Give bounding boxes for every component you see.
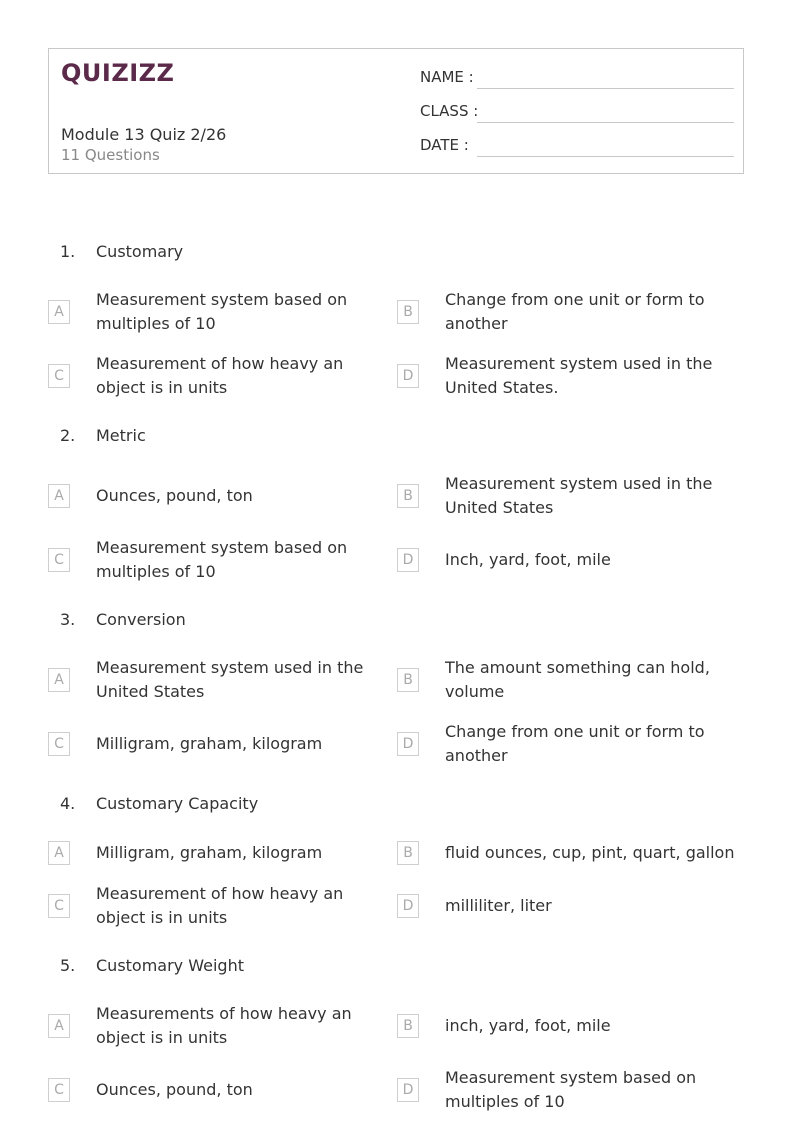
question-text: Customary Capacity xyxy=(96,794,259,813)
name-label: NAME : xyxy=(420,68,474,86)
option-letter-box[interactable]: B xyxy=(397,841,419,865)
quiz-title: Module 13 Quiz 2/26 xyxy=(61,125,227,144)
question-text: Customary Weight xyxy=(96,956,244,975)
option-text: Measurement system used in the United States. xyxy=(445,354,713,397)
question-text: Conversion xyxy=(96,610,186,629)
worksheet-header xyxy=(48,48,744,174)
option-letter-box[interactable]: C xyxy=(48,732,70,756)
question-count: 11 Questions xyxy=(61,146,160,164)
quizizz-logo: QUIZIZZ xyxy=(61,59,175,87)
option-text: Change from one unit or form to another xyxy=(445,290,705,333)
option-letter-box[interactable]: B xyxy=(397,300,419,324)
option-letter-box[interactable]: A xyxy=(48,300,70,324)
option-text: The amount something can hold, volume xyxy=(445,658,710,701)
option-letter-box[interactable]: A xyxy=(48,484,70,508)
date-line xyxy=(477,156,734,157)
option-letter-box[interactable]: A xyxy=(48,1014,70,1038)
class-line xyxy=(477,122,734,123)
option-letter-box[interactable]: D xyxy=(397,894,419,918)
option-text: Measurement system used in the United States xyxy=(96,658,364,701)
option-text: Ounces, pound, ton xyxy=(96,1080,253,1099)
option-text: milliliter, liter xyxy=(445,896,552,915)
option-letter-box[interactable]: D xyxy=(397,732,419,756)
option-letter-box[interactable]: D xyxy=(397,1078,419,1102)
question-number: 5. xyxy=(60,956,76,975)
name-field[interactable] xyxy=(420,68,734,92)
option-text: Measurement of how heavy an object is in units xyxy=(96,354,344,397)
option-letter-box[interactable]: A xyxy=(48,841,70,865)
option-text: Inch, yard, foot, mile xyxy=(445,550,611,569)
option-text: fluid ounces, cup, pint, quart, gallon xyxy=(445,843,735,862)
class-field[interactable] xyxy=(420,102,734,126)
option-letter-box[interactable]: D xyxy=(397,548,419,572)
option-letter-box[interactable]: B xyxy=(397,1014,419,1038)
question-number: 1. xyxy=(60,242,76,261)
question-number: 4. xyxy=(60,794,76,813)
option-text: Measurement system based on multiples of 10 xyxy=(445,1068,697,1111)
date-field[interactable] xyxy=(420,136,734,160)
option-text: Measurement system based on multiples of 10 xyxy=(96,290,348,333)
question-text: Customary xyxy=(96,242,184,261)
option-letter-box[interactable]: D xyxy=(397,364,419,388)
question-text: Metric xyxy=(96,426,146,445)
option-text: Milligram, graham, kilogram xyxy=(96,734,323,753)
option-text: Measurement system used in the United States xyxy=(445,474,713,517)
option-text: Measurement of how heavy an object is in units xyxy=(96,884,344,927)
option-letter-box[interactable]: B xyxy=(397,668,419,692)
option-letter-box[interactable]: C xyxy=(48,1078,70,1102)
option-text: Change from one unit or form to another xyxy=(445,722,705,765)
question-number: 3. xyxy=(60,610,76,629)
option-text: Measurements of how heavy an object is in units xyxy=(96,1004,352,1047)
option-text: Milligram, graham, kilogram xyxy=(96,843,323,862)
option-letter-box[interactable]: C xyxy=(48,364,70,388)
name-line xyxy=(477,88,734,89)
option-letter-box[interactable]: C xyxy=(48,548,70,572)
class-label: CLASS : xyxy=(420,102,479,120)
question-number: 2. xyxy=(60,426,76,445)
option-text: inch, yard, foot, mile xyxy=(445,1016,611,1035)
option-letter-box[interactable]: A xyxy=(48,668,70,692)
option-text: Measurement system based on multiples of 10 xyxy=(96,538,348,581)
option-letter-box[interactable]: B xyxy=(397,484,419,508)
option-letter-box[interactable]: C xyxy=(48,894,70,918)
date-label: DATE : xyxy=(420,136,469,154)
option-text: Ounces, pound, ton xyxy=(96,486,253,505)
